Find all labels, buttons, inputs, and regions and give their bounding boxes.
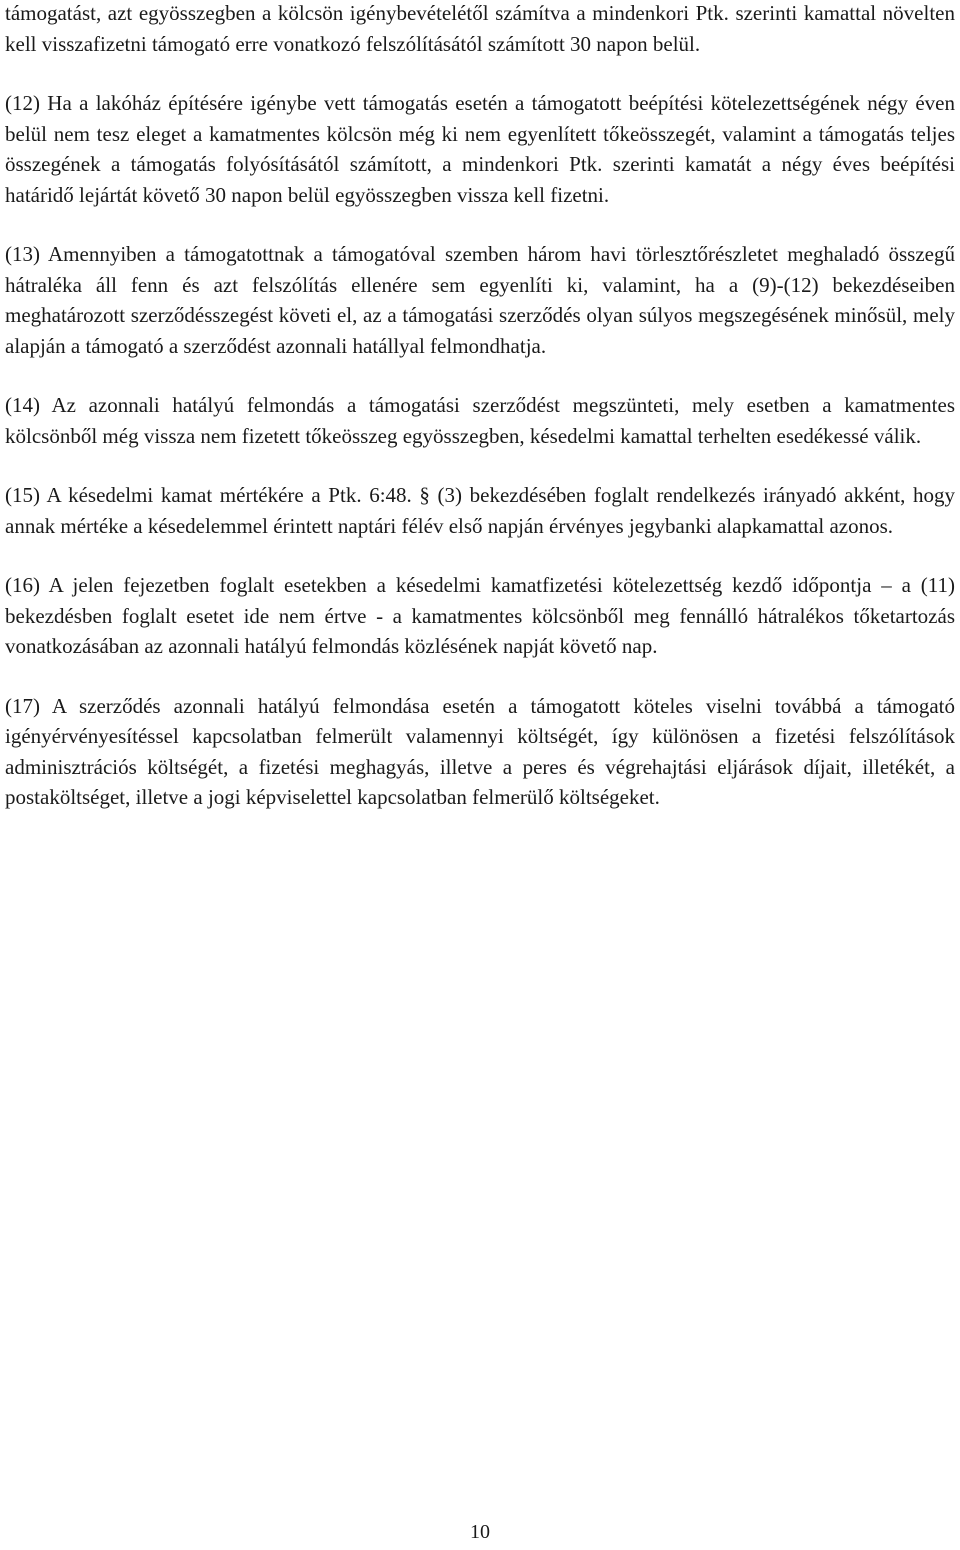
paragraph-12: (12) Ha a lakóház építésére igénybe vett támogatás esetén a támogatott beépítési kötelezettségének négy éven belül nem tesz eleget a kamatmentes kölcsön még ki nem egyenlített tőkeösszegét, valamint a támogatás teljes összegének a támogatás folyósításától számított, a mindenkori Ptk. szerinti kamatát a négy éves beépítési határidő lejártát követő 30 napon belül egyösszegben vissza kell fizetni. <box>5 91 955 207</box>
page-number: 10 <box>470 1521 490 1543</box>
paragraph-15: (15) A késedelmi kamat mértékére a Ptk. 6:48. § (3) bekezdésében foglalt rendelkezés irányadó akként, hogy annak mértéke a késedelemmel érintett naptári félév első napján érvényes jegybanki alapkamattal azonos. <box>5 483 955 538</box>
paragraph-gap <box>5 662 955 691</box>
paragraph-gap <box>5 59 955 88</box>
paragraph-continued: támogatást, azt egyösszegben a kölcsön igénybevételétől számítva a mindenkori Ptk. szerinti kamattal növelten kell visszafizetni támogató erre vonatkozó felszólításától számított 30 napon belül. <box>5 1 955 56</box>
paragraph-16: (16) A jelen fejezetben foglalt esetekben a késedelmi kamatfizetési kötelezettség kezdő időpontja – a (11) bekezdésben foglalt esetet ide nem értve - a kamatmentes kölcsönből meg fennálló hátralékos tőketartozás vonatkozásában az azonnali hatályú felmondás közlésének napját követő nap. <box>5 573 955 658</box>
paragraph-gap <box>5 451 955 480</box>
document-page <box>5 0 955 813</box>
paragraph-gap <box>5 210 955 239</box>
paragraph-gap <box>5 541 955 570</box>
paragraph-17: (17) A szerződés azonnali hatályú felmondása esetén a támogatott köteles viselni továbbá a támogató igényérvényesítéssel kapcsolatban felmerült valamennyi költségét, így különösen a fizetési felszólítások adminisztrációs költségét, a fizetési meghagyás, illetve a peres és végrehajtási eljárások díjait, illetékét, a postaköltséget, illetve a jogi képviselettel kapcsolatban felmerülő költségeket. <box>5 693 955 809</box>
paragraph-13: (13) Amennyiben a támogatottnak a támogatóval szemben három havi törlesztőrészletet meghaladó összegű hátraléka áll fenn és azt felszólítás ellenére sem egyenlíti ki, valamint, ha a (9)-(12) bekezdéseiben meghatározott szerződésszegést követi el, az a támogatási szerződés olyan súlyos megszegésének minősül, mely alapján a támogató a szerződést azonnali hatállyal felmondhatja. <box>5 242 955 358</box>
paragraph-gap <box>5 361 955 390</box>
paragraph-14: (14) Az azonnali hatályú felmondás a támogatási szerződést megszünteti, mely esetben a kamatmentes kölcsönből még vissza nem fizetett tőkeösszeg egyösszegben, késedelmi kamattal terhelten esedékessé válik. <box>5 393 955 448</box>
